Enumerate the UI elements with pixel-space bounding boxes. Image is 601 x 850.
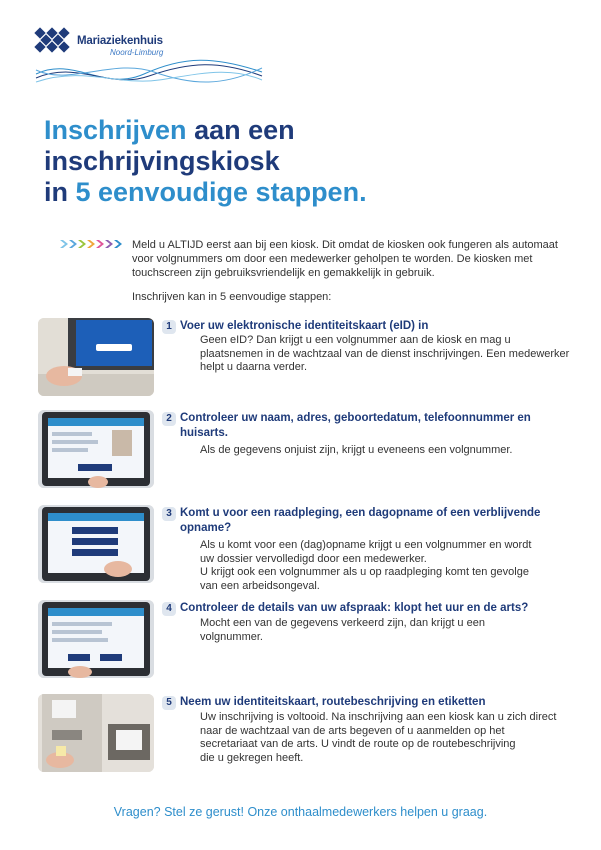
kiosk-choice-photo <box>38 505 154 583</box>
step-5-body-line: naar de wachtzaal van de arts begeven of u aanmelden op het <box>200 724 505 737</box>
logo-subtitle: Noord-Limburg <box>110 48 164 57</box>
step-4-body-line: Mocht een van de gegevens verkeerd zijn, dan krijgt u een <box>200 617 485 629</box>
step-1-photo <box>38 318 154 396</box>
arrow-chevron-icon <box>87 240 95 248</box>
step-2-number: 2 <box>162 412 176 426</box>
step-2-body-line: Als de gegevens onjuist zijn, krijgt u eveneens een volgnummer. <box>200 444 513 456</box>
logo-cross-icon <box>34 26 74 56</box>
kiosk-card-slot-photo <box>38 318 154 396</box>
title-line3-start: in <box>44 177 76 207</box>
arrow-chevron-icon <box>60 240 68 248</box>
intro-paragraph: Meld u ALTIJD eerst aan bij een kiosk. Dit omdat de kiosken ook fungeren als automaat voor volgnummers om door een medewerker geholpen te worden. De kiosken met touchscreen zijn gebruiksvriendelijk en gemakkelijk in gebruik. <box>132 239 558 279</box>
step-3-number: 3 <box>162 507 176 521</box>
step-1-heading: Voer uw elektronische identiteitskaart (eID) in <box>180 320 429 332</box>
step-3-body-line: van een arbeidsongeval. <box>200 579 320 592</box>
step-4 <box>38 600 578 678</box>
step-1 <box>38 318 578 396</box>
arrow-chevron-icon <box>78 240 86 248</box>
step-3-heading: Komt u voor een raadpleging, een dagopname of een verblijvende opname? <box>180 507 541 534</box>
step-5-body-line: Uw inschrijving is voltooid. Na inschrijving aan een kiosk kan u zich direct <box>200 711 557 723</box>
step-3-photo <box>38 505 154 583</box>
arrow-chevron-icon <box>114 240 122 248</box>
footer-text: Vragen? Stel ze gerust! Onze onthaalmedewerkers helpen u graag. <box>113 805 488 819</box>
step-4-body-line: volgnummer. <box>200 630 263 643</box>
step-3-body <box>200 539 570 593</box>
step-5 <box>38 694 578 772</box>
colored-arrows-icon <box>60 239 128 249</box>
page-title <box>44 115 367 208</box>
kiosk-appointment-photo <box>38 600 154 678</box>
intro-lead: Inschrijven kan in 5 eenvoudige stappen: <box>132 291 332 303</box>
step-1-body-line: helpt u daarna verder. <box>200 361 308 373</box>
step-3-body-line: U krijgt ook een volgnummer als u op raadpleging komt ten gevolge <box>200 566 529 578</box>
title-line3-accent: 5 eenvoudige stappen. <box>75 177 367 207</box>
hospital-logo <box>34 26 264 96</box>
title-line2: inschrijvingskiosk <box>44 146 280 176</box>
step-1-number: 1 <box>162 320 176 334</box>
step-4-body <box>200 617 570 644</box>
step-2 <box>38 410 578 488</box>
step-5-body <box>200 711 570 765</box>
logo-waves-icon <box>34 56 264 92</box>
intro-text <box>132 238 572 314</box>
step-2-body <box>200 444 570 458</box>
arrow-chevron-icon <box>96 240 104 248</box>
kiosk-screen-photo <box>38 410 154 488</box>
step-5-number: 5 <box>162 696 176 710</box>
step-4-heading: Controleer de details van uw afspraak: klopt het uur en de arts? <box>180 602 529 614</box>
kiosk-printer-photo <box>38 694 154 772</box>
step-3-body-line: Als u komt voor een (dag)opname krijgt u een volgnummer en wordt <box>200 539 532 551</box>
logo-name: Mariaziekenhuis <box>77 35 163 47</box>
step-3-body-line: uw dossier vervolledigd door een medewerker. <box>200 552 427 565</box>
arrow-chevron-icon <box>69 240 77 248</box>
step-2-photo <box>38 410 154 488</box>
step-1-body-line: Geen eID? Dan krijgt u een volgnummer aan de kiosk en mag u <box>200 334 511 346</box>
step-1-body <box>200 334 570 375</box>
arrow-chevron-icon <box>105 240 113 248</box>
step-5-photo <box>38 694 154 772</box>
title-accent: Inschrijven <box>44 115 187 145</box>
step-5-body-line: secretariaat van de arts. U vindt de route op de routebeschrijving <box>200 738 516 750</box>
step-4-number: 4 <box>162 602 176 616</box>
step-5-body-line: die u gekregen heeft. <box>200 751 304 764</box>
step-3 <box>38 505 578 592</box>
step-4-photo <box>38 600 154 678</box>
step-5-heading: Neem uw identiteitskaart, routebeschrijving en etiketten <box>180 696 486 708</box>
title-line1: aan een <box>186 115 295 145</box>
step-2-heading: Controleer uw naam, adres, geboortedatum, telefoonnummer en huisarts. <box>180 412 531 439</box>
step-1-body-line: plaatsnemen in de wachtzaal van de dienst inschrijvingen. Een medewerker <box>200 347 570 360</box>
